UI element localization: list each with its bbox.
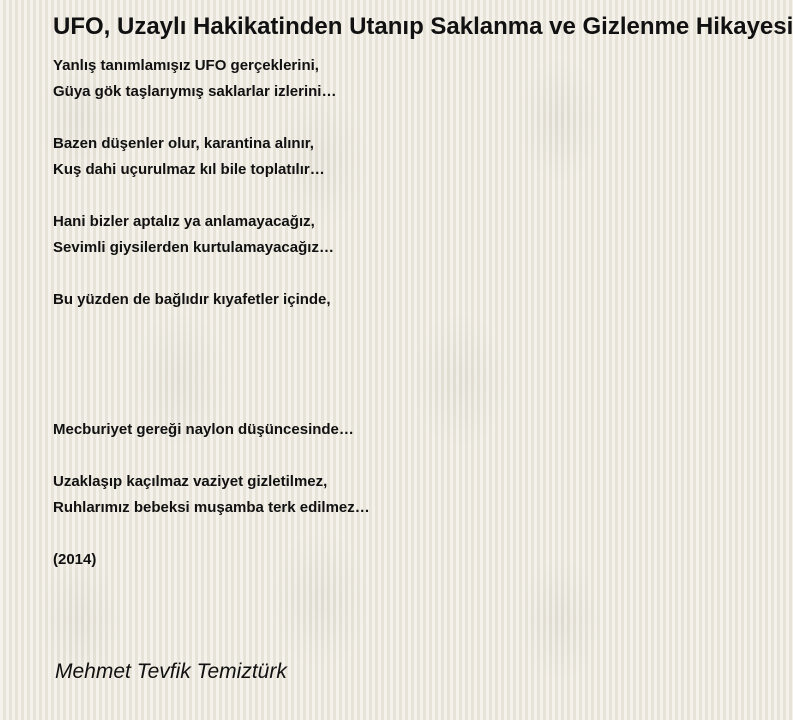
poem-line: Uzaklaşıp kaçılmaz vaziyet gizletilmez,	[53, 473, 328, 490]
poem-line	[53, 365, 633, 391]
poem-line	[53, 521, 633, 547]
poem-year: (2014)	[53, 551, 97, 568]
poem-line: Hani bizler aptalız ya anlamayacağız,	[53, 213, 315, 230]
poem-line: Yanlış tanımlamışız UFO gerçeklerini,	[53, 57, 319, 74]
poem-line	[53, 339, 633, 365]
poem-line: Güya gök taşlarıymış saklarlar izlerini…	[53, 83, 337, 100]
poem-line	[53, 391, 633, 417]
poem-line	[53, 183, 633, 209]
poem-line: Bu yüzden de bağlıdır kıyafetler içinde,	[53, 291, 331, 308]
poem-line: Sevimli giysilerden kurtulamayacağız…	[53, 239, 334, 256]
poem-line	[53, 313, 633, 339]
poem-body	[53, 53, 633, 573]
poem-line	[53, 443, 633, 469]
poem-line	[53, 261, 633, 287]
poem-line: Bazen düşenler olur, karantina alınır,	[53, 135, 314, 152]
poem-line	[53, 105, 633, 131]
poem-title: UFO, Uzaylı Hakikatinden Utanıp Saklanma ve Gizlenme Hikayesi	[53, 13, 793, 40]
poem-line: Mecburiyet gereği naylon düşüncesinde…	[53, 421, 354, 438]
poem-line: Ruhlarımız bebeksi muşamba terk edilmez…	[53, 499, 370, 516]
poem-line: Kuş dahi uçurulmaz kıl bile toplatılır…	[53, 161, 325, 178]
author-signature: Mehmet Tevfik Temiztürk	[55, 660, 287, 683]
